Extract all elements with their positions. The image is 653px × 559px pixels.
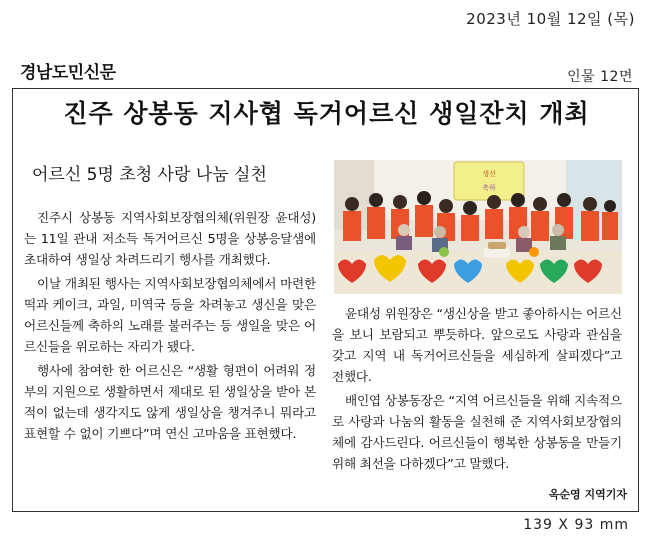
article-headline: 진주 상봉동 지사협 독거어르신 생일잔치 개최	[63, 99, 590, 128]
reporter-byline: 옥순영 지역기자	[548, 488, 627, 501]
body-paragraph: 진주시 상봉동 지역사회보장협의체(위원장 윤대성)는 11일 관내 저소득 독거어르신 5명을 상봉응달샘에 초대하여 생일상 차려드리기 행사를 개최했다.	[24, 210, 316, 267]
body-paragraph: 배인엽 상봉동장은 “지역 어르신들을 위해 지속적으로 사랑과 나눔의 활동을 실천해 준 지역사회보장협의체에 감사드린다. 어르신들이 행복한 상봉동을 만들기 위해 최선을 다하겠다”고 말했다.	[332, 393, 622, 471]
newspaper-name: 경남도민신문	[20, 63, 116, 83]
event-photo	[334, 160, 622, 294]
svg-text:생신: 생신	[482, 170, 496, 178]
body-paragraph: 행사에 참여한 한 어르신은 “생활 형편이 어려워 정부의 지원으로 생활하면서 제대로 된 생일상을 받아 본 적이 없는데 생각지도 않게 생일상을 챙겨주니 뭐라고 표현할 수 없이 기쁘다”며 연신 고마움을 표현했다.	[24, 363, 316, 441]
event-photo-illustration	[334, 160, 622, 294]
birthday-banner	[454, 162, 524, 200]
svg-text:축하: 축하	[482, 184, 496, 192]
article-subheadline: 어르신 5명 초청 사랑 나눔 실천	[32, 165, 267, 185]
body-paragraph: 이날 개최된 행사는 지역사회보장협의체에서 마련한 떡과 케이크, 과일, 미역국 등을 차려놓고 생신을 맞은 어르신들께 축하의 노래를 불러주는 등 생일을 맞은 어르신들을 위로하는 자리가 됐다.	[24, 276, 316, 354]
clipping-size: 139 X 93 mm	[523, 517, 629, 533]
publication-date: 2023년 10월 12일 (목)	[466, 10, 635, 28]
article-body-left	[24, 207, 316, 447]
article-body-right	[332, 303, 622, 477]
body-paragraph: 윤대성 위원장은 “생신상을 받고 좋아하시는 어르신을 보니 보람되고 뿌듯하다. 앞으로도 사랑과 관심을 갖고 지역 내 독거어르신들을 세심하게 살피겠다”고 전했다.	[332, 306, 622, 384]
page-section: 인물 12면	[567, 69, 633, 85]
